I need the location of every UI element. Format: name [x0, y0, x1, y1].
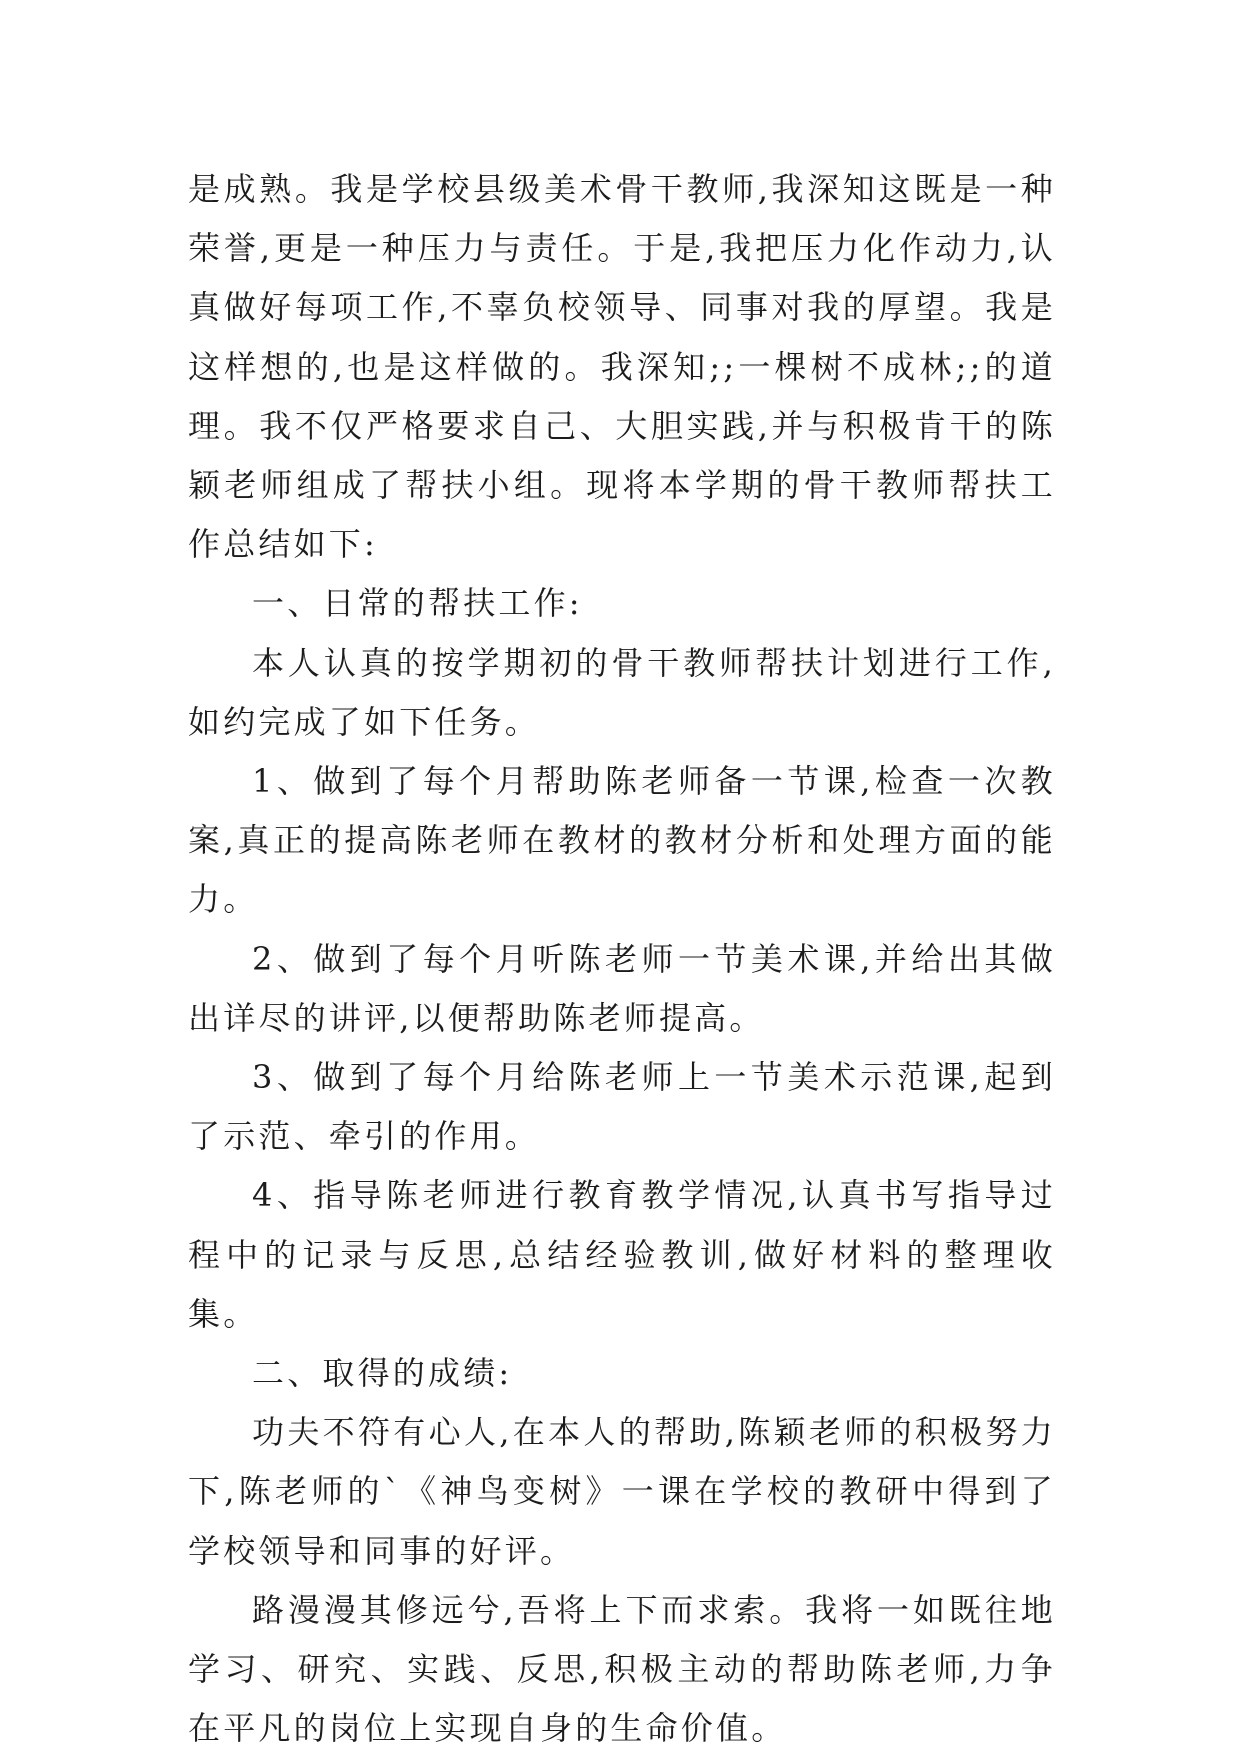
- document-body: [188, 160, 1056, 1758]
- list-item-1: 1、做到了每个月帮助陈老师备一节课,检查一次教案,真正的提高陈老师在教材的教材分析和处理方面的能力。: [188, 762, 1056, 919]
- section-heading-achievements: 二、取得的成绩:: [252, 1354, 513, 1393]
- list-item-4: 4、指导陈老师进行教育教学情况,认真书写指导过程中的记录与反思,总结经验教训,做好材料的整理收集。: [188, 1176, 1056, 1333]
- paragraph-achievement: 功夫不符有心人,在本人的帮助,陈颖老师的积极努力下,陈老师的`《神鸟变树》一课在学校的教研中得到了学校领导和同事的好评。: [188, 1413, 1056, 1570]
- list-item-3: 3、做到了每个月给陈老师上一节美术示范课,起到了示范、牵引的作用。: [188, 1058, 1056, 1156]
- list-item-2: 2、做到了每个月听陈老师一节美术课,并给出其做出详尽的讲评,以便帮助陈老师提高。: [188, 939, 1056, 1037]
- section-heading-daily-work: 一、日常的帮扶工作:: [252, 584, 583, 623]
- paragraph-plan: 本人认真的按学期初的骨干教师帮扶计划进行工作,如约完成了如下任务。: [188, 643, 1056, 741]
- paragraph-intro: 是成熟。我是学校县级美术骨干教师,我深知这既是一种荣誉,更是一种压力与责任。于是,我把压力化作动力,认真做好每项工作,不辜负校领导、同事对我的厚望。我是这样想的,也是这样做的。我深知;;一棵树不成林;;的道理。我不仅严格要求自己、大胆实践,并与积极肯干的陈颖老师组成了帮扶小组。现将本学期的骨干教师帮扶工作总结如下:: [188, 170, 1056, 564]
- paragraph-conclusion: 路漫漫其修远兮,吾将上下而求索。我将一如既往地学习、研究、实践、反思,积极主动的帮助陈老师,力争在平凡的岗位上实现自身的生命价值。: [188, 1590, 1056, 1748]
